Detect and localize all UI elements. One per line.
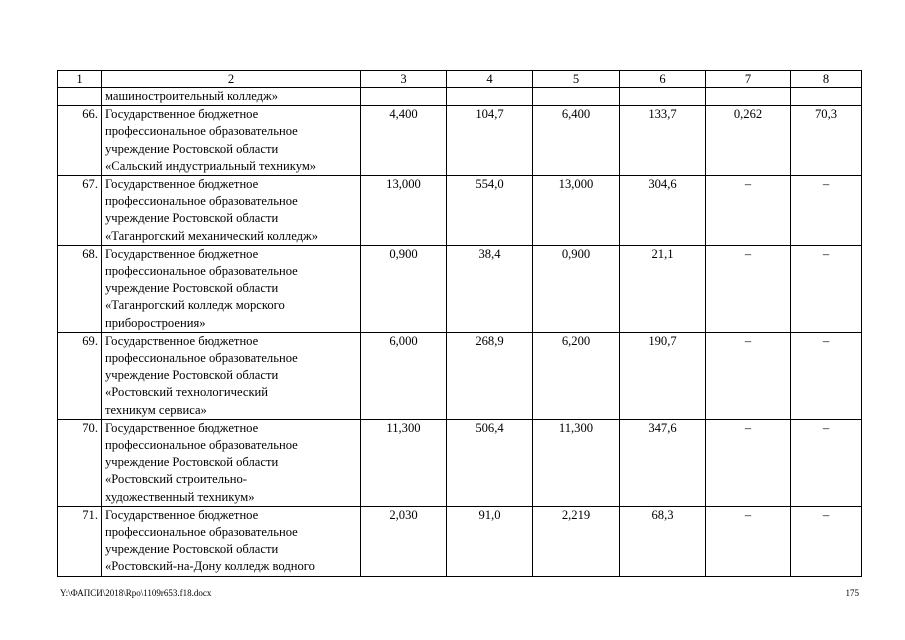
value-cell: 133,7 — [620, 106, 706, 176]
name-cell — [102, 106, 361, 176]
value-cell: 70,3 — [791, 106, 862, 176]
value-cell: 68,3 — [620, 506, 706, 576]
value-cell — [361, 88, 447, 106]
name-line: «Таганрогский колледж морского — [105, 298, 285, 313]
row-number-cell: 67. — [58, 176, 102, 246]
data-table — [57, 70, 862, 577]
name-line: Государственное бюджетное — [105, 507, 259, 522]
name-line: профессиональное образовательное — [105, 438, 298, 453]
value-cell: – — [791, 332, 862, 419]
name-cell — [102, 506, 361, 576]
name-cell: машиностроительный колледж» — [102, 88, 361, 106]
name-line: Государственное бюджетное — [105, 333, 259, 348]
value-cell: 2,030 — [361, 506, 447, 576]
value-cell: 6,000 — [361, 332, 447, 419]
value-cell: – — [791, 176, 862, 246]
header-cell: 4 — [447, 71, 533, 88]
name-line: техникум сервиса» — [105, 402, 207, 417]
name-line: «Ростовский строительно- — [105, 472, 247, 487]
name-line: учреждение Ростовской области — [105, 141, 279, 156]
header-cell: 8 — [791, 71, 862, 88]
name-line: художественный техникум» — [105, 489, 255, 504]
value-cell: 0,900 — [361, 245, 447, 332]
header-cell: 2 — [102, 71, 361, 88]
name-line: «Ростовский-на-Дону колледж водного — [105, 559, 315, 574]
value-cell: – — [706, 176, 791, 246]
value-cell: 104,7 — [447, 106, 533, 176]
value-cell: 0,262 — [706, 106, 791, 176]
name-line: учреждение Ростовской области — [105, 281, 279, 296]
table-row — [58, 106, 862, 176]
value-cell — [533, 88, 620, 106]
value-cell: – — [791, 506, 862, 576]
name-line: «Таганрогский механический колледж» — [105, 228, 319, 243]
value-cell: – — [706, 245, 791, 332]
header-cell: 5 — [533, 71, 620, 88]
value-cell: 304,6 — [620, 176, 706, 246]
row-number-cell: 68. — [58, 245, 102, 332]
row-number-cell: 71. — [58, 506, 102, 576]
value-cell: 11,300 — [533, 419, 620, 506]
header-cell: 3 — [361, 71, 447, 88]
table-row — [58, 176, 862, 246]
value-cell: 6,400 — [533, 106, 620, 176]
continuation-row — [58, 88, 862, 106]
row-number-cell: 66. — [58, 106, 102, 176]
name-line: Государственное бюджетное — [105, 246, 259, 261]
value-cell: 190,7 — [620, 332, 706, 419]
value-cell: 11,300 — [361, 419, 447, 506]
table-row — [58, 245, 862, 332]
table-row — [58, 506, 862, 576]
name-line: профессиональное образовательное — [105, 351, 298, 366]
name-line: профессиональное образовательное — [105, 264, 298, 279]
value-cell — [447, 88, 533, 106]
name-line: «Ростовский технологический — [105, 385, 269, 400]
value-cell: 21,1 — [620, 245, 706, 332]
name-line: Государственное бюджетное — [105, 420, 259, 435]
name-cell — [102, 176, 361, 246]
value-cell: – — [706, 332, 791, 419]
name-line: учреждение Ростовской области — [105, 542, 279, 557]
value-cell — [706, 88, 791, 106]
name-line: профессиональное образовательное — [105, 194, 298, 209]
value-cell: 554,0 — [447, 176, 533, 246]
value-cell: 13,000 — [533, 176, 620, 246]
value-cell: – — [791, 419, 862, 506]
header-cell: 6 — [620, 71, 706, 88]
footer-file-path: Y:\ФАПСИ\2018\Rpo\1109r653.f18.docx — [60, 588, 212, 598]
value-cell — [620, 88, 706, 106]
value-cell: 91,0 — [447, 506, 533, 576]
table-row — [58, 419, 862, 506]
name-line: учреждение Ростовской области — [105, 455, 279, 470]
value-cell: – — [706, 419, 791, 506]
name-line: профессиональное образовательное — [105, 124, 298, 139]
name-line: Государственное бюджетное — [105, 177, 259, 192]
value-cell: – — [706, 506, 791, 576]
value-cell: 2,219 — [533, 506, 620, 576]
row-number-cell: 70. — [58, 419, 102, 506]
header-cell: 1 — [58, 71, 102, 88]
value-cell: 38,4 — [447, 245, 533, 332]
table-row — [58, 332, 862, 419]
header-cell: 7 — [706, 71, 791, 88]
value-cell: 4,400 — [361, 106, 447, 176]
value-cell: 13,000 — [361, 176, 447, 246]
value-cell: 0,900 — [533, 245, 620, 332]
name-cell — [102, 245, 361, 332]
value-cell: 6,200 — [533, 332, 620, 419]
name-line: профессиональное образовательное — [105, 525, 298, 540]
name-cell — [102, 332, 361, 419]
page-number: 175 — [845, 588, 859, 598]
row-number-cell: 69. — [58, 332, 102, 419]
name-cell — [102, 419, 361, 506]
name-line: приборостроения» — [105, 315, 206, 330]
value-cell: 268,9 — [447, 332, 533, 419]
value-cell: 506,4 — [447, 419, 533, 506]
name-line: «Сальский индустриальный техникум» — [105, 158, 317, 173]
row-number-cell — [58, 88, 102, 106]
value-cell — [791, 88, 862, 106]
name-line: учреждение Ростовской области — [105, 211, 279, 226]
value-cell: – — [791, 245, 862, 332]
name-line: Государственное бюджетное — [105, 107, 259, 122]
name-line: учреждение Ростовской области — [105, 368, 279, 383]
table-header-row — [58, 71, 862, 88]
value-cell: 347,6 — [620, 419, 706, 506]
